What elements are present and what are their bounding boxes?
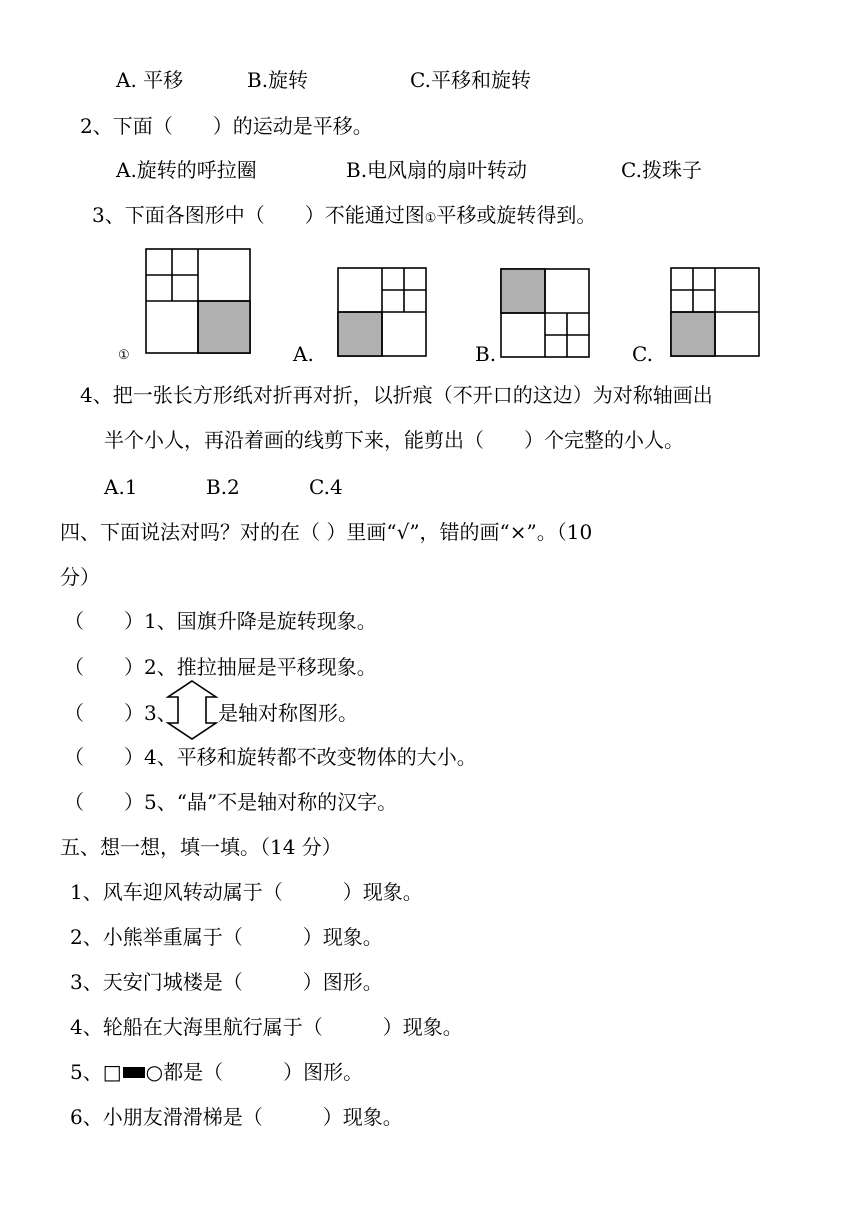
judge-item-3: （ ）3、 (64, 701, 177, 725)
option-c: C.平移和旋转 (410, 68, 531, 92)
figure-c (670, 267, 760, 357)
fill-item-4: 4、轮船在大海里航行属于（ ）现象。 (70, 1015, 463, 1039)
question-3-stem (92, 201, 596, 233)
question-4-option-a: A.1 (104, 475, 138, 499)
section-4-heading: 四、下面说法对吗？对的在（ ）里画“√”，错的画“×”。（10 (60, 520, 593, 544)
fill-item-5-head: 5、□ (70, 1060, 122, 1084)
fill-item-5 (70, 1058, 363, 1086)
fill-item-6: 6、小朋友滑滑梯是（ ）现象。 (70, 1105, 403, 1129)
question-4-option-b: B.2 (206, 475, 240, 499)
figure-b (500, 268, 590, 358)
figure-original (145, 248, 251, 354)
judge-item-2: （ ）2、推拉抽屉是平移现象。 (64, 655, 377, 679)
section-4-heading-cont: 分） (60, 565, 100, 589)
question-3-stem-before: 3、下面各图形中（ ）不能通过图 (92, 203, 425, 227)
judge-item-3-tail: 是轴对称图形。 (218, 701, 358, 725)
question-2-option-a: A.旋转的呼拉圈 (116, 158, 257, 182)
question-4-option-c: C.4 (309, 475, 343, 499)
double-arrow-icon (164, 679, 222, 741)
fill-item-3: 3、天安门城楼是（ ）图形。 (70, 970, 383, 994)
question-2-option-c: C.拨珠子 (621, 158, 702, 182)
question-4-line-2: 半个小人，再沿着画的线剪下来，能剪出（ ）个完整的小人。 (104, 428, 684, 452)
question-4-line-1: 4、把一张长方形纸对折再对折，以折痕（不开口的这边）为对称轴画出 (80, 383, 713, 407)
option-a: A. 平移 (116, 68, 184, 92)
filled-rectangle-icon (123, 1067, 145, 1078)
question-2-stem: 2、下面（ ）的运动是平移。 (80, 114, 373, 138)
figure-original-label: ① (118, 348, 130, 363)
figure-b-label: B. (475, 342, 497, 366)
judge-item-1: （ ）1、国旗升降是旋转现象。 (64, 609, 377, 633)
question-3-stem-after: 平移或旋转得到。 (436, 203, 597, 227)
fill-item-2: 2、小熊举重属于（ ）现象。 (70, 925, 383, 949)
figure-a (337, 267, 427, 357)
section-5-heading: 五、想一想，填一填。（14 分） (60, 835, 342, 859)
figure-c-label: C. (632, 342, 653, 366)
fill-item-5-tail: ○都是（ ）图形。 (145, 1060, 364, 1084)
figure-a-label: A. (293, 342, 314, 366)
option-b: B.旋转 (247, 68, 309, 92)
judge-item-4: （ ）4、平移和旋转都不改变物体的大小。 (64, 745, 477, 769)
figure-one-mark: ① (424, 211, 437, 226)
question-2-option-b: B.电风扇的扇叶转动 (346, 158, 528, 182)
judge-item-5: （ ）5、“晶”不是轴对称的汉字。 (64, 790, 398, 814)
fill-item-1: 1、风车迎风转动属于（ ）现象。 (70, 880, 423, 904)
